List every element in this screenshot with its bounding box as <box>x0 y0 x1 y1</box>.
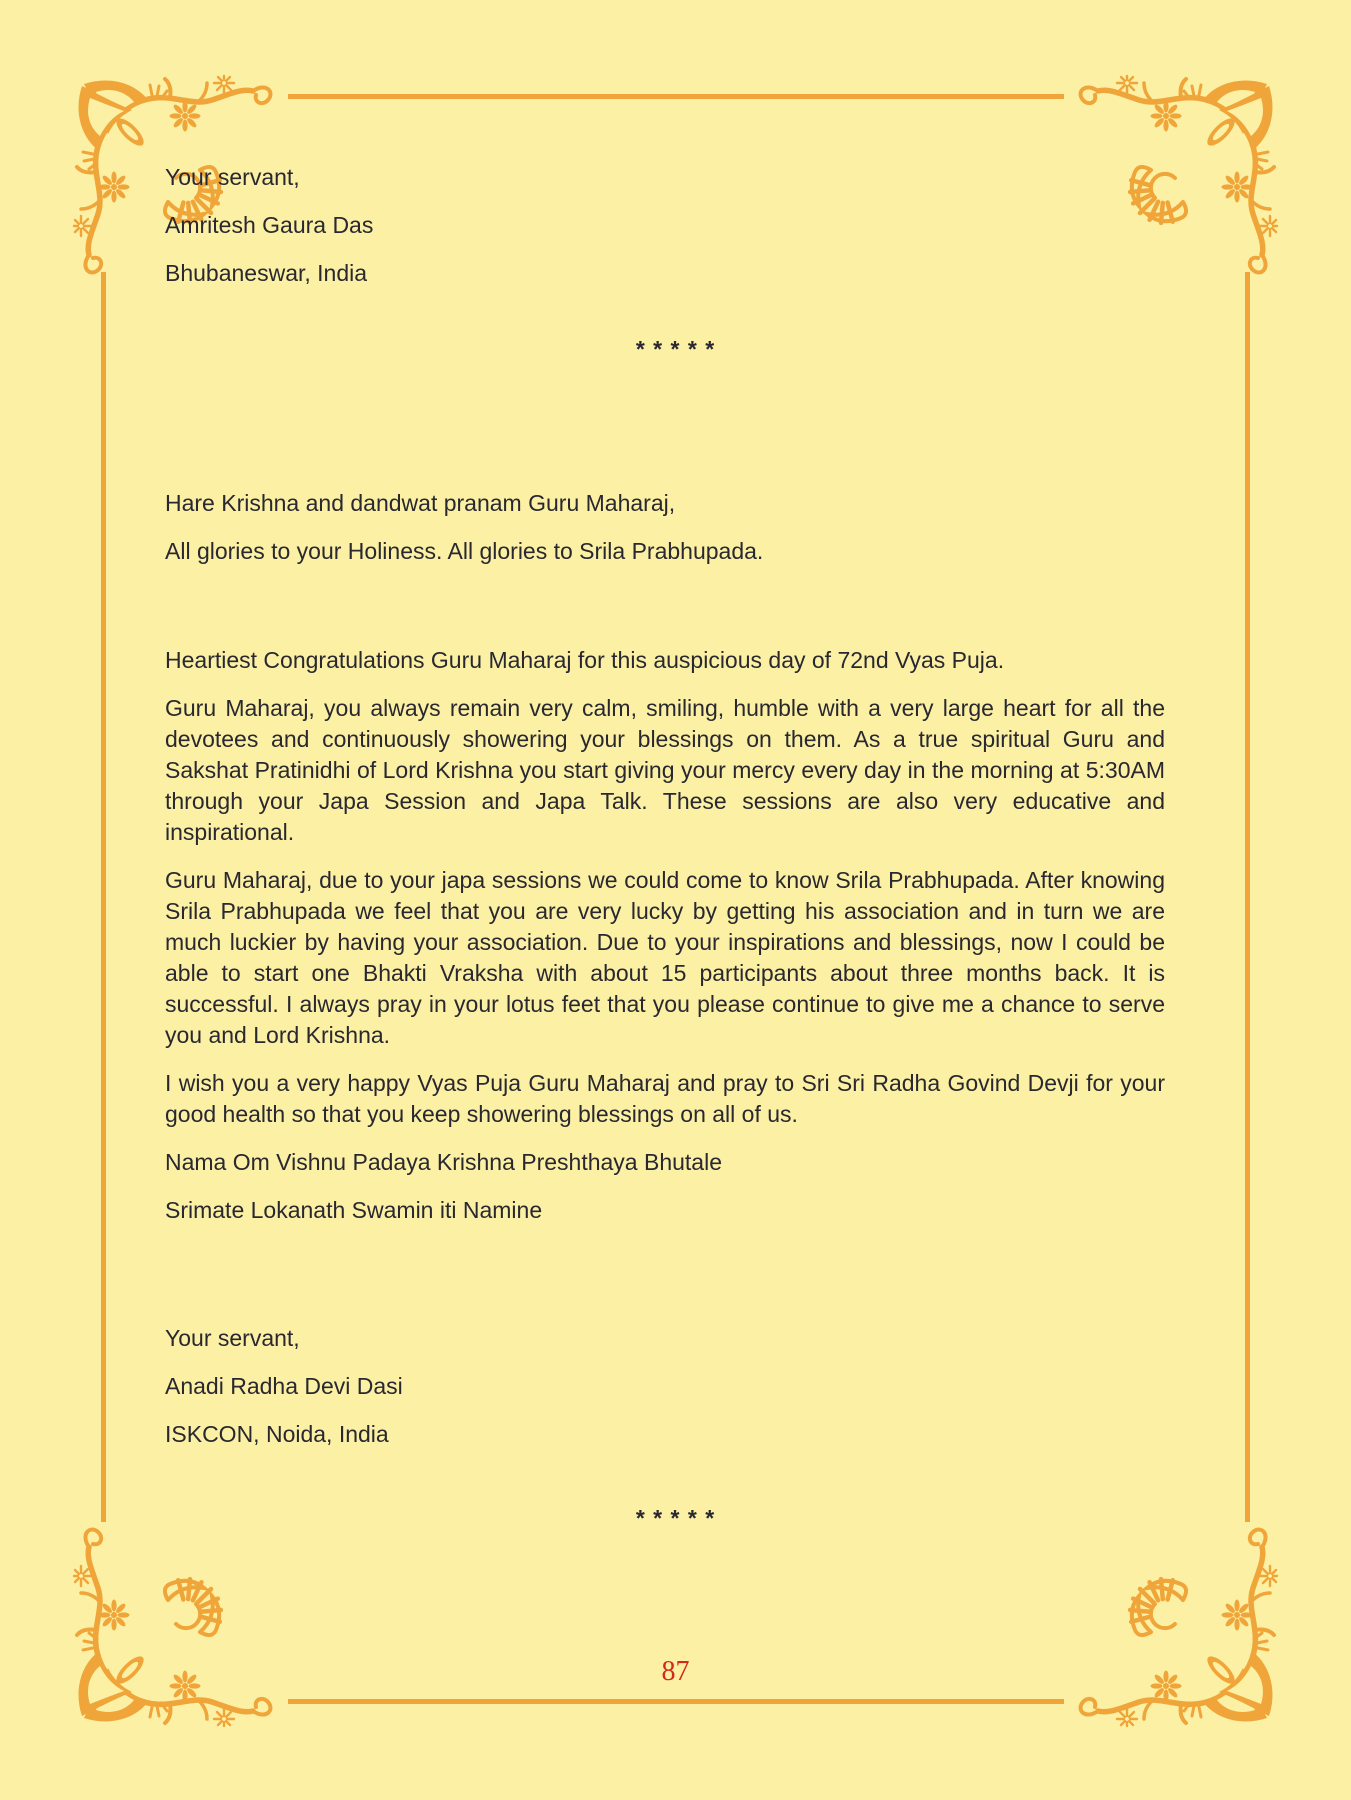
closing-line: Your servant, <box>165 1325 300 1351</box>
mantra-line-1: Nama Om Vishnu Padaya Krishna Preshthaya Bhutale <box>165 1149 722 1175</box>
border-line-top <box>288 94 1064 99</box>
salutation-line: Hare Krishna and dandwat pranam Guru Maharaj, <box>165 490 676 516</box>
corner-ornament-bottom-left <box>72 1516 284 1728</box>
page-number: 87 <box>661 1656 690 1687</box>
corner-ornament-bottom-right <box>1067 1516 1279 1728</box>
glorification-line: All glories to your Holiness. All glories to Srila Prabhupada. <box>165 538 764 564</box>
border-line-bottom <box>288 1699 1064 1704</box>
previous-offering-signature <box>165 162 1165 306</box>
signature-name: Anadi Radha Devi Dasi <box>165 1373 403 1399</box>
separator-top: * * * * * <box>635 336 716 362</box>
offering-body <box>165 645 1165 1243</box>
prev-location: Bhubaneswar, India <box>165 260 368 286</box>
mantra-line-2: Srimate Lokanath Swamin iti Namine <box>165 1197 543 1223</box>
border-line-left <box>101 272 106 1522</box>
border-line-right <box>1245 272 1250 1522</box>
prev-name: Amritesh Gaura Das <box>165 212 374 238</box>
body-paragraph-3: I wish you a very happy Vyas Puja Guru Maharaj and pray to Sri Sri Radha Govind Devji for your good health so that you keep showering blessings on all of us. <box>165 1070 1165 1127</box>
body-paragraph-1: Guru Maharaj, you always remain very calm, smiling, humble with a very large heart for all the devotees and continuously showering your blessings on them. As a true spiritual Guru and Sakshat Pratinidhi of Lord Krishna you start giving your mercy every day in the morning at 5:30AM through your Japa Session and Japa Talk. These sessions are also very educative and inspirational. <box>165 695 1165 845</box>
salutation-block <box>165 488 1165 584</box>
signature-location: ISKCON, Noida, India <box>165 1421 389 1447</box>
prev-closing: Your servant, <box>165 164 300 190</box>
separator-bottom: * * * * * <box>635 1505 716 1531</box>
body-paragraph-2: Guru Maharaj, due to your japa sessions we could come to know Srila Prabhupada. After knowing Srila Prabhupada we feel that you are very lucky by getting his association and in turn we are much luckier by having your association. Due to your inspirations and blessings, now I could be able to start one Bhakti Vraksha with about 15 participants about three months back. It is successful. I always pray in your lotus feet that you please continue to give me a chance to serve you and Lord Krishna. <box>165 867 1165 1048</box>
congratulation-line: Heartiest Congratulations Guru Maharaj for this auspicious day of 72nd Vyas Puja. <box>165 647 1005 673</box>
closing-signature <box>165 1323 1165 1467</box>
